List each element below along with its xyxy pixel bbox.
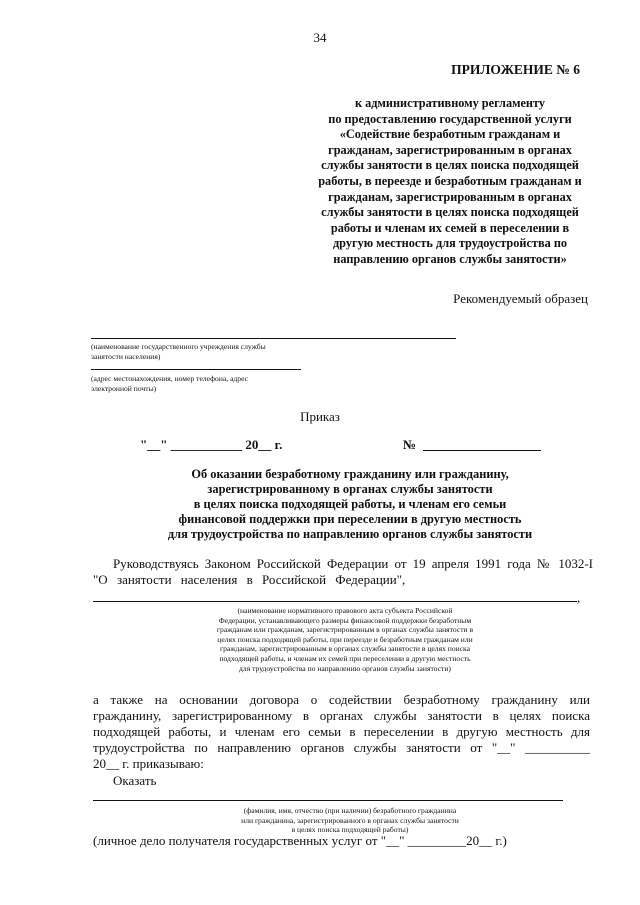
regional-act-line [93,601,577,602]
trailing-comma: , [577,590,581,605]
subject-line: Об оказании безработному гражданину или гражданину, [191,467,509,481]
contract-text [93,692,590,772]
address-line [91,369,301,370]
subject-line: зарегистрированному в органах службы занятости [207,482,493,496]
subject-line: в целях поиска подходящей работы, и членам его семьи [193,497,507,511]
act-caption-line: подходящей работы, и членам их семей при переселении в другую местность [219,653,471,663]
recipient-caption [200,806,500,835]
regulation-line: работы, в переезде и безработным гражданам и [318,173,582,188]
recipient-name-line [93,800,563,801]
appendix-title: ПРИЛОЖЕНИЕ № 6 [451,62,580,77]
order-number-label: № [403,437,417,452]
recipient-caption-line: или гражданина, зарегистрированного в органах службы занятости [241,815,459,825]
act-caption-line: гражданам или гражданам, зарегистрированным в органах службы занятости в [216,625,474,635]
org-name-caption: (наименование государственного учреждения службы занятости населения) [91,342,266,361]
personal-file-note: (личное дело получателя государственных услуг от "__" _________20__ г.) [93,833,507,848]
recipient-caption-line: (фамилия, имя, отчество (при наличии) безработного гражданина [243,806,457,815]
regulation-line: направлению органов службы занятости» [333,251,567,266]
org-name-line [91,338,456,339]
act-caption-line: целях поиска подходящей работы, при переезде и безработным гражданам или [217,634,473,644]
subject-line: финансовой поддержки при переселении в другую местность [178,512,522,526]
recommended-sample-label: Рекомендуемый образец [453,291,588,306]
act-caption-line: гражданам, зарегистрированным в органах службы занятости в целях поиска [219,644,471,654]
regulation-line: работы и членам их семей в переселении в [330,220,570,235]
act-caption-line: Федерации, устанавливающего размеры финансовой поддержки безработным [218,615,472,625]
recipient-caption-line: в целях поиска подходящей работы) [291,825,409,835]
order-verb: Оказать [113,773,157,788]
order-subject [150,467,550,542]
contract-line: а также на основании договора о содействии безработному гражданину или [93,692,590,707]
contract-line: трудоустройства по направлению органов службы занятости от "__" __________ [93,740,590,755]
order-title: Приказ [300,409,340,424]
act-caption-line: для трудоустройства по направлению органов службы занятости) [239,663,451,673]
regulation-line: службы занятости в целях поиска подходящей [321,205,579,220]
act-caption-line: (наименование нормативного правового акта субъекта Российской [237,606,453,615]
contract-line: гражданину, зарегистрированному в органах службы занятости в целях поиска [93,708,590,723]
guided-by-text: Руководствуясь Законом Российской Федерации от 19 апреля 1991 года № 1032-I [113,556,593,571]
regulation-line: к административному регламенту [354,96,546,110]
regulation-line: по предоставлению государственной услуги [328,111,572,126]
regulation-line: другую местность для трудоустройства по [332,236,568,251]
regulation-line: гражданам, зарегистрированным в органах [328,189,572,204]
regulation-line: «Содействие безработным гражданам и [339,127,561,142]
address-caption: (адрес местонахождения, номер телефона, адрес электронной почты) [91,374,249,393]
law-name: "О занятости населения в Российской Федерации", [93,572,406,587]
contract-line: 20__ г. приказываю: [93,756,204,771]
regulation-line: гражданам, зарегистрированным в органах [328,142,572,157]
page-number: 34 [313,30,327,45]
contract-line: подходящей работы, и членам его семьи в переселении в другую местность для [93,724,590,739]
order-date-field: "__" ___________ 20__ г. [140,437,283,452]
subject-line: для трудоустройства по направлению органов службы занятости [167,527,533,541]
regulation-line: службы занятости в целях поиска подходящей [321,158,579,173]
regional-act-caption [195,606,495,673]
regulation-reference [300,96,600,268]
order-number-line [423,450,541,451]
